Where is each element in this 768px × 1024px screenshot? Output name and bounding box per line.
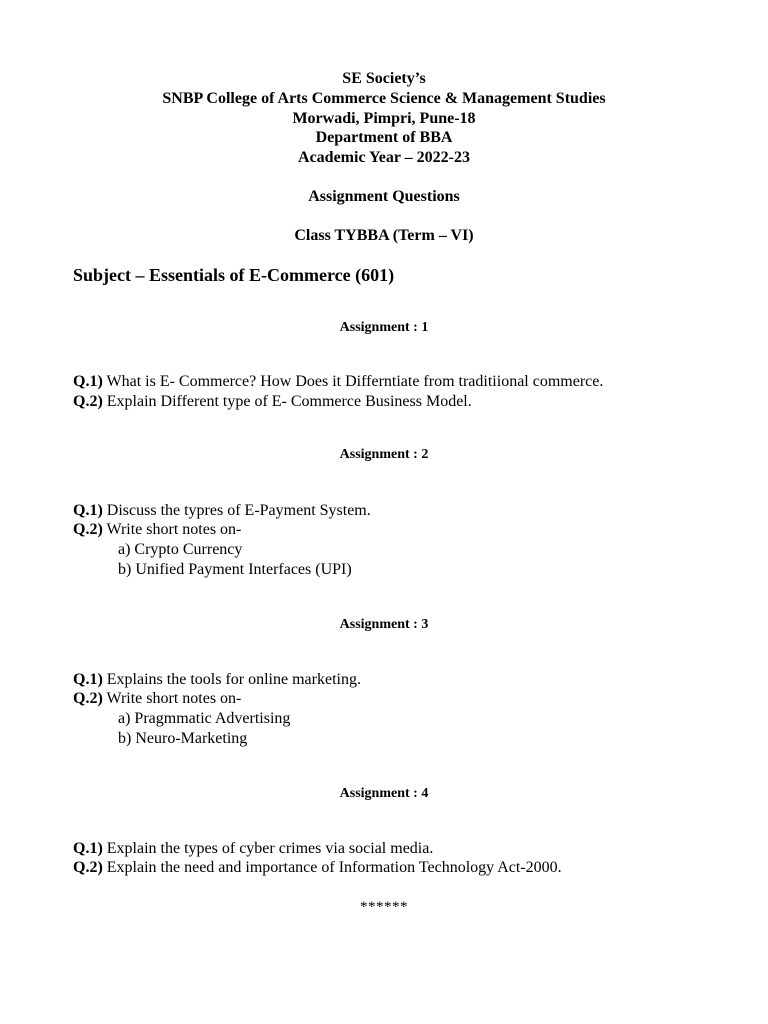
question-number: Q.1) [73, 671, 103, 688]
question-number: Q.1) [73, 502, 103, 519]
question-item [73, 393, 472, 411]
class-line: Class TYBBA (Term – VI) [294, 227, 474, 244]
question-text: Explain the need and importance of Information Technology Act-2000. [102, 859, 562, 876]
question-number: Q.1) [73, 373, 103, 390]
sub-item: b) Unified Payment Interfaces (UPI) [118, 561, 352, 578]
question-item [73, 859, 562, 877]
society-name: SE Society’s [342, 70, 426, 87]
question-item [73, 840, 433, 858]
end-marker: ****** [360, 899, 408, 915]
question-item [73, 373, 603, 391]
department-name: Department of BBA [315, 129, 453, 146]
assignment-heading: Assignment : 3 [339, 617, 429, 632]
college-name: SNBP College of Arts Commerce Science & Management Studies [162, 90, 606, 107]
question-text: Write short notes on- [102, 521, 242, 538]
question-text: Explain Different type of E- Commerce Business Model. [102, 393, 472, 410]
question-number: Q.1) [73, 840, 103, 857]
academic-year: Academic Year – 2022-23 [298, 149, 470, 166]
document-title: Assignment Questions [308, 188, 460, 205]
sub-item: b) Neuro-Marketing [118, 730, 248, 747]
question-item [73, 671, 361, 689]
question-text: Discuss the typres of E-Payment System. [102, 502, 371, 519]
question-number: Q.2) [73, 690, 103, 707]
college-address: Morwadi, Pimpri, Pune-18 [292, 110, 476, 127]
question-text: Explain the types of cyber crimes via social media. [102, 840, 434, 857]
question-text: Write short notes on- [102, 690, 242, 707]
question-text: Explains the tools for online marketing. [102, 671, 361, 688]
assignment-heading: Assignment : 4 [339, 786, 429, 801]
question-text: What is E- Commerce? How Does it Differntiate from traditiional commerce. [102, 373, 604, 390]
question-number: Q.2) [73, 859, 103, 876]
question-item [73, 690, 241, 708]
assignment-heading: Assignment : 1 [339, 320, 429, 335]
question-number: Q.2) [73, 393, 103, 410]
subject-heading: Subject – Essentials of E-Commerce (601) [73, 265, 395, 285]
sub-item: a) Pragmmatic Advertising [118, 710, 291, 727]
assignment-heading: Assignment : 2 [339, 447, 429, 462]
sub-item: a) Crypto Currency [118, 541, 243, 558]
question-item [73, 502, 371, 520]
question-number: Q.2) [73, 521, 103, 538]
question-item [73, 521, 241, 539]
